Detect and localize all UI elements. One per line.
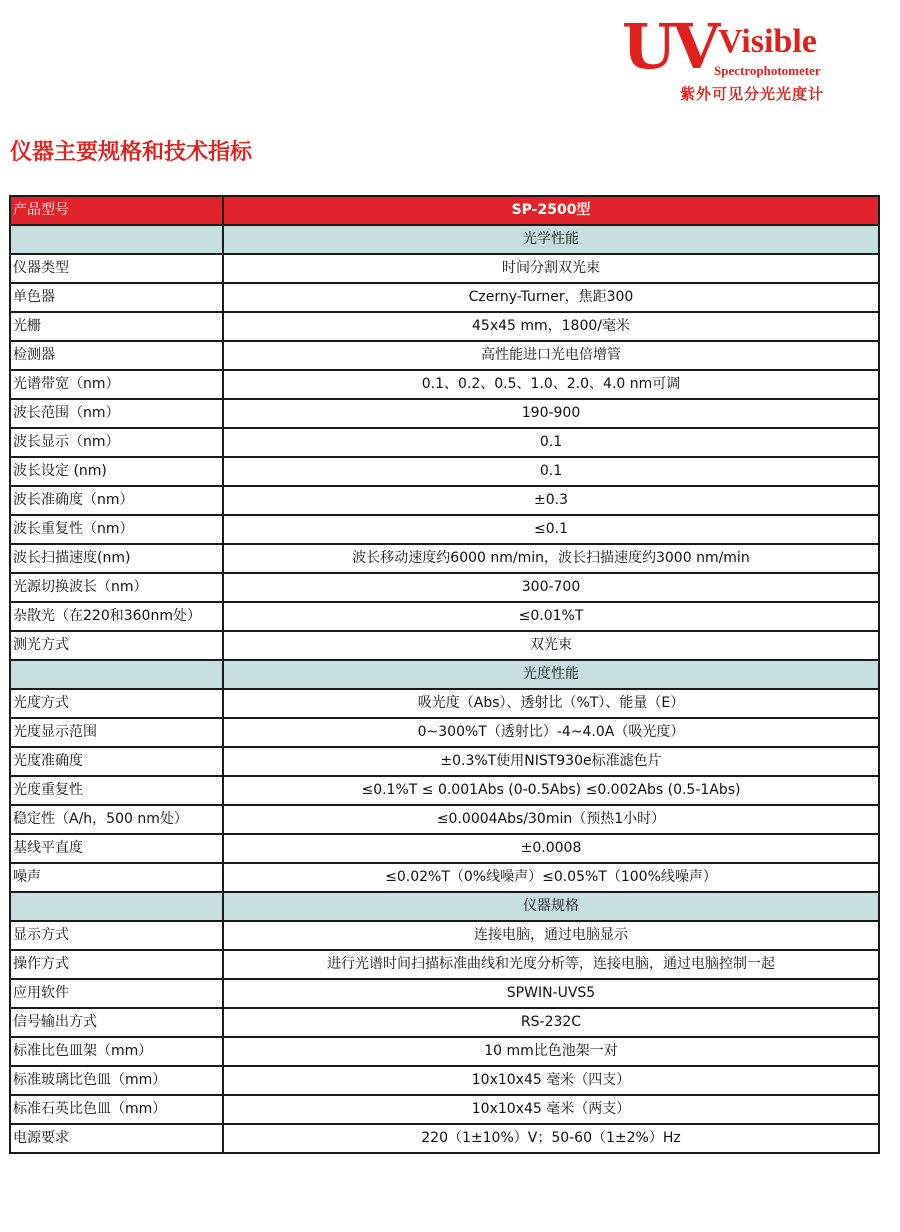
spec-label-cell: 操作方式 [10,950,223,979]
spec-value-cell: ≤0.01%T [223,602,879,631]
spec-value-cell: ≤0.0004Abs/30min（预热1小时） [223,805,879,834]
spec-label-cell: 电源要求 [10,1124,223,1153]
spec-label-cell: 信号输出方式 [10,1008,223,1037]
spec-label-cell: 标准玻璃比色皿（mm） [10,1066,223,1095]
spec-table-body [10,196,879,1153]
table-row [10,1095,879,1124]
spec-label-cell: 标准比色皿架（mm） [10,1037,223,1066]
spec-value-cell: 双光束 [223,631,879,660]
table-row [10,747,879,776]
spec-label-cell: 光度重复性 [10,776,223,805]
spec-label-cell: 波长设定 (nm) [10,457,223,486]
spec-value-cell: 0.1 [223,428,879,457]
spec-label-cell: 测光方式 [10,631,223,660]
table-row [10,950,879,979]
spec-label-cell: 仪器类型 [10,254,223,283]
spec-label-cell: 光度显示范围 [10,718,223,747]
table-row [10,370,879,399]
spec-value-cell: 时间分割双光束 [223,254,879,283]
table-row [10,834,879,863]
table-row [10,689,879,718]
spec-label-cell: 检测器 [10,341,223,370]
table-row [10,1037,879,1066]
table-row [10,718,879,747]
spec-value-cell: ±0.0008 [223,834,879,863]
header-value-cell: SP-2500型 [223,196,879,225]
logo-visible-text: Visible [718,23,817,60]
spec-value-cell: 10x10x45 毫米（两支） [223,1095,879,1124]
table-row [10,341,879,370]
spec-value-cell: ≤0.1%T ≤ 0.001Abs (0-0.5Abs) ≤0.002Abs (0.5-1Abs) [223,776,879,805]
section-title-cell: 光度性能 [223,660,879,689]
spec-value-cell: 300-700 [223,573,879,602]
spec-label-cell: 光栅 [10,312,223,341]
table-row [10,486,879,515]
brand-logo [622,10,862,110]
spec-value-cell: 10x10x45 毫米（四支） [223,1066,879,1095]
spec-label-cell: 光源切换波长（nm） [10,573,223,602]
table-row [10,254,879,283]
table-row [10,631,879,660]
header-label-cell: 产品型号 [10,196,223,225]
table-row [10,1124,879,1153]
section-empty-cell [10,892,223,921]
spec-value-cell: ≤0.1 [223,515,879,544]
section-empty-cell [10,225,223,254]
spec-value-cell: SPWIN-UVS5 [223,979,879,1008]
table-row [10,312,879,341]
spec-value-cell: ≤0.02%T（0%线噪声）≤0.05%T（100%线噪声） [223,863,879,892]
table-row [10,863,879,892]
section-empty-cell [10,660,223,689]
spec-label-cell: 波长显示（nm） [10,428,223,457]
spec-label-cell: 波长准确度（nm） [10,486,223,515]
spec-label-cell: 显示方式 [10,921,223,950]
section-header-row [10,225,879,254]
section-title-cell: 光学性能 [223,225,879,254]
table-row [10,283,879,312]
spec-label-cell: 噪声 [10,863,223,892]
table-row [10,1008,879,1037]
table-row [10,602,879,631]
table-row [10,428,879,457]
table-header-row [10,196,879,225]
spec-value-cell: 高性能进口光电倍增管 [223,341,879,370]
section-title-cell: 仪器规格 [223,892,879,921]
page-title: 仪器主要规格和技术指标 [10,140,253,165]
spec-value-cell: ±0.3%T使用NIST930e标准滤色片 [223,747,879,776]
spec-label-cell: 波长扫描速度(nm) [10,544,223,573]
logo-uv-text: UV [622,10,717,83]
spec-label-cell: 波长重复性（nm） [10,515,223,544]
spec-label-cell: 波长范围（nm） [10,399,223,428]
spec-value-cell: 0~300%T（透射比）-4~4.0A（吸光度） [223,718,879,747]
spec-value-cell: Czerny-Turner，焦距300 [223,283,879,312]
table-row [10,573,879,602]
spec-value-cell: 10 mm比色池架一对 [223,1037,879,1066]
logo-spectrophotometer-text: Spectrophotometer [714,63,821,78]
spec-value-cell: 0.1 [223,457,879,486]
spec-value-cell: 进行光谱时间扫描标准曲线和光度分析等，连接电脑，通过电脑控制一起 [223,950,879,979]
spec-value-cell: 吸光度（Abs）、透射比（%T）、能量（E） [223,689,879,718]
spec-value-cell: 连接电脑，通过电脑显示 [223,921,879,950]
spec-label-cell: 标准石英比色皿（mm） [10,1095,223,1124]
spec-label-cell: 光度准确度 [10,747,223,776]
spec-value-cell: 波长移动速度约6000 nm/min，波长扫描速度约3000 nm/min [223,544,879,573]
table-row [10,515,879,544]
spec-label-cell: 光谱带宽（nm） [10,370,223,399]
spec-table [9,195,880,1154]
logo-chinese-name: 紫外可见分光光度计 [680,85,825,103]
spec-label-cell: 基线平直度 [10,834,223,863]
spec-label-cell: 单色器 [10,283,223,312]
table-row [10,457,879,486]
spec-value-cell: 220（1±10%）V；50-60（1±2%）Hz [223,1124,879,1153]
spec-label-cell: 应用软件 [10,979,223,1008]
spec-value-cell: RS-232C [223,1008,879,1037]
section-header-row [10,660,879,689]
spec-value-cell: 190-900 [223,399,879,428]
table-row [10,399,879,428]
table-row [10,979,879,1008]
spec-label-cell: 杂散光（在220和360nm处） [10,602,223,631]
spec-value-cell: 45x45 mm，1800/毫米 [223,312,879,341]
table-row [10,544,879,573]
spec-value-cell: ±0.3 [223,486,879,515]
section-header-row [10,892,879,921]
spec-label-cell: 光度方式 [10,689,223,718]
table-row [10,776,879,805]
spec-value-cell: 0.1、0.2、0.5、1.0、2.0、4.0 nm可调 [223,370,879,399]
table-row [10,805,879,834]
table-row [10,1066,879,1095]
spec-label-cell: 稳定性（A/h，500 nm处） [10,805,223,834]
table-row [10,921,879,950]
